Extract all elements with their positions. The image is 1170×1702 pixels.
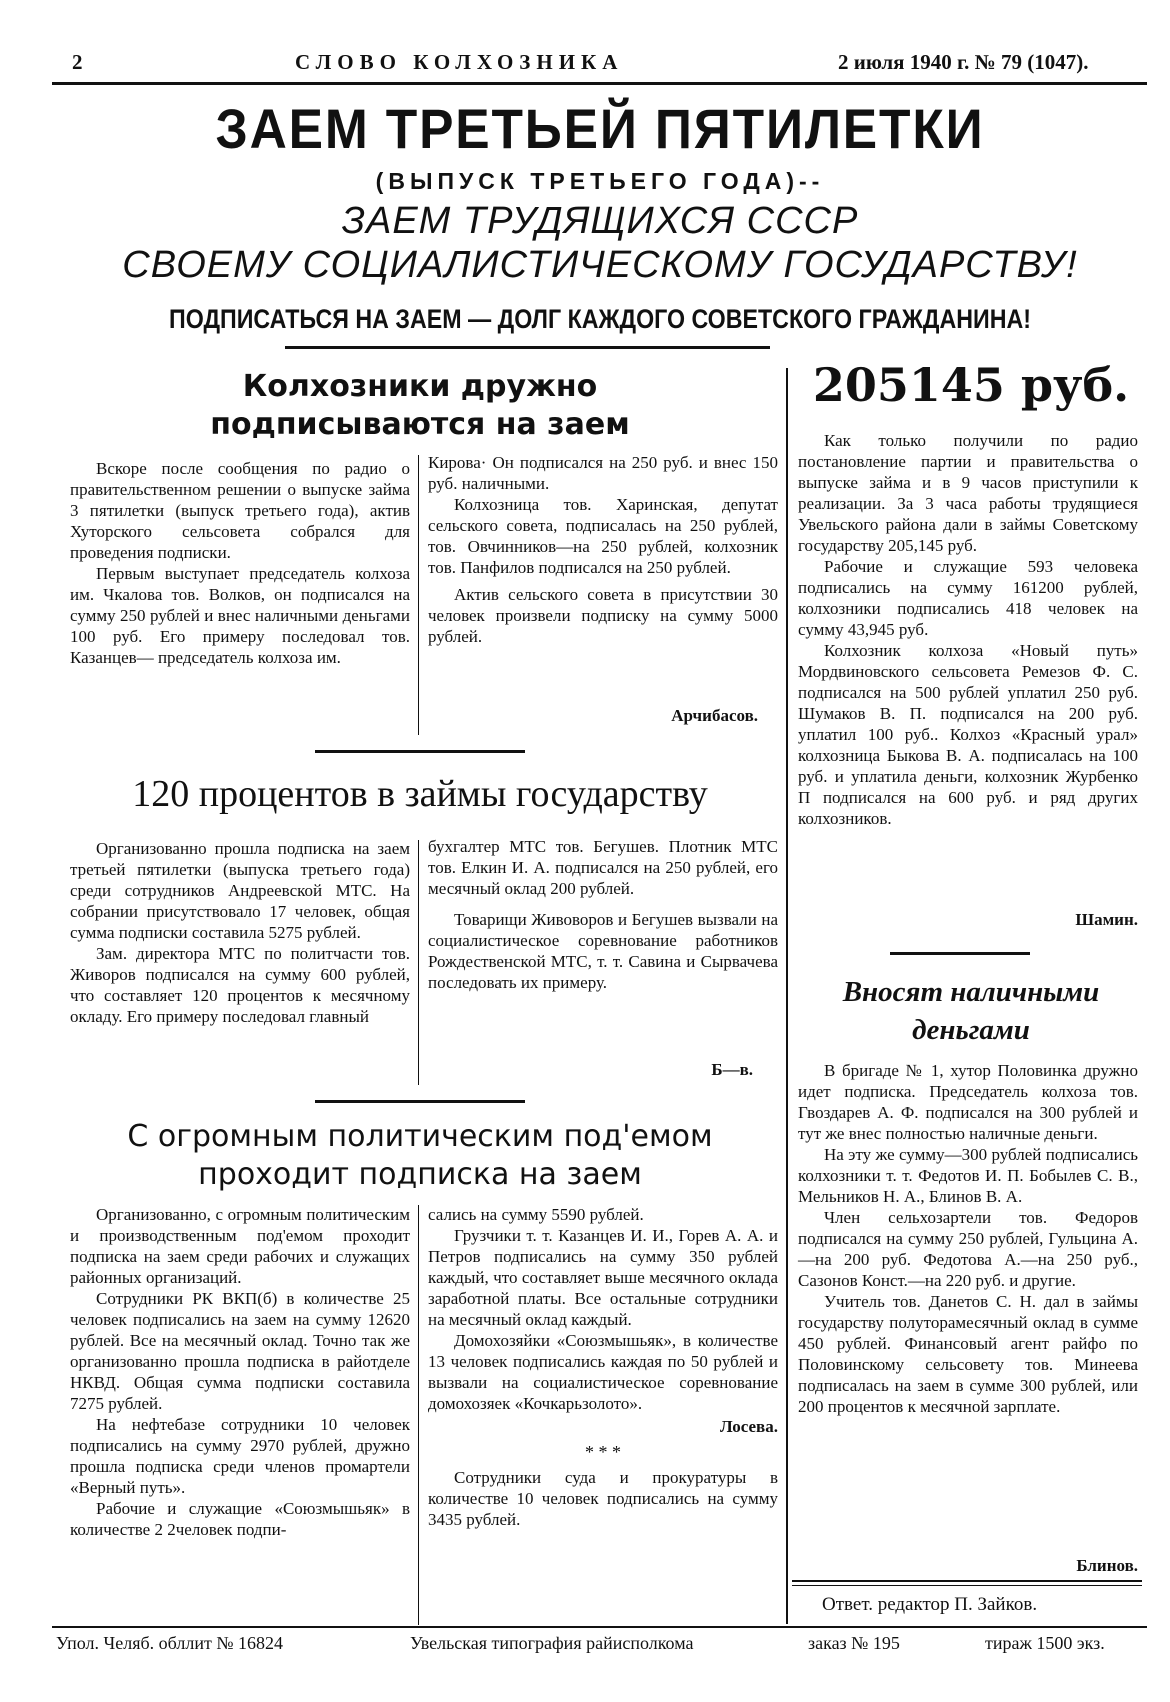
article3-col1-para: Сотрудники РК ВКП(б) в количестве 25 человек подписались на заем на сумму 12620 рублей. Все на месячный оклад. Точно так же организованно прошла подписка в райотделе НКВД. Общая сумма подписки составила 7275 рублей. xyxy=(70,1289,410,1413)
article5-para: Учитель тов. Данетов С. Н. дал в займы государству полуторамесячный оклад в сумме 450 рублей. Финансовый агент райфо по Половинскому сельсовету тов. Минеева подписалась на заем в сумме 300 рублей, или 200 процентов к месячной зарплате. xyxy=(798,1292,1138,1416)
article2-signature: Б—в. xyxy=(711,1060,753,1079)
newspaper-name: СЛОВО КОЛХОЗНИКА xyxy=(295,50,624,74)
footer-printer: Увельская типография райисполкома xyxy=(410,1633,694,1653)
article2-col1 xyxy=(70,838,410,1027)
article5-body xyxy=(798,1060,1138,1417)
article5-para: Член сельхозартели тов. Федоров подписался на сумму 250 рублей, Гульцина А.—на 200 руб. Федотова А.—на 250 руб., Сазонов Конст.—на 220 руб. и другие. xyxy=(798,1208,1138,1290)
article1-col1-para: Вскоре после сообщения по радио о правительственном решении о выпуске займа 3 пятилетки (выпуск третьего года), актив Хуторского сельсовета собрался для проведения подписки. xyxy=(70,459,410,562)
article4-para: Колхозник колхоза «Новый путь» Мордвиновского сельсовета Ремезов Ф. С. подписался на 500 рублей уплатил 250 руб. Шумаков В. П. подписался на 200 руб. уплатил 100 руб.. Колхоз «Красный урал» колхозница Быкова В. А. подписалась на 100 руб. и уплатила деньги, колхозник Журбенко П подписался на 600 руб. и ряд других колхозников. xyxy=(798,641,1138,828)
article2-col1-para: Организованно прошла подписка на заем третьей пятилетки (выпуска третьего года) среди сотрудников Андреевской МТС. На собрании присутствовало 17 человек, общая сумма подписки составила 5275 рублей. xyxy=(70,839,410,942)
article1-col2 xyxy=(428,452,778,647)
article1-rule xyxy=(315,750,525,753)
editor-credit: Ответ. редактор П. Зайков. xyxy=(822,1594,1038,1615)
article2-col1-para: Зам. директора МТС по политчасти тов. Живоров подписался на сумму 600 рублей, что составляет 120 процентов к месячному окладу. Его примеру последовал главный xyxy=(70,944,410,1026)
article5-para: В бригаде № 1, хутор Половинка дружно идет подписка. Председатель колхоза тов. Гвоздарев А. Ф. подписался на 300 рублей и тут же внес полностью наличные деньги. xyxy=(798,1061,1138,1143)
article3-col1-para: На нефтебазе сотрудники 10 человек подписались на сумму 2970 рублей, дружно прошла подписка среди членов промартели «Верный путь». xyxy=(70,1415,410,1497)
article2-col2 xyxy=(428,836,778,993)
article3-title-line2: проходит подписка на заем xyxy=(198,1157,642,1192)
column-divider-main xyxy=(786,368,788,1624)
article5-para: На эту же сумму—300 рублей подписались колхозники т. т. Федотов И. П. Бобылев С. В., Мельников Н. А., Блинов В. А. xyxy=(798,1145,1138,1206)
article1-signature: Арчибасов. xyxy=(671,706,758,725)
article4-body xyxy=(798,430,1138,829)
page-number: 2 xyxy=(72,50,83,74)
article3-col1 xyxy=(70,1204,410,1540)
masthead-slogan-1: ЗАЕМ ТРУДЯЩИХСЯ СССР xyxy=(341,200,859,242)
article4-para: Рабочие и служащие 593 человека подписались на сумму 161200 рублей, колхозники подписались 418 человек на сумму 43,945 руб. xyxy=(798,557,1138,639)
article1-col2-para: Кирова· Он подписался на 250 руб. и внес 150 руб. наличными. xyxy=(428,453,778,493)
masthead-title: ЗАЕМ ТРЕТЬЕЙ ПЯТИЛЕТКИ xyxy=(215,97,985,160)
article4-title: 205145 руб. xyxy=(812,358,1130,412)
masthead-slogan-3: ПОДПИСАТЬСЯ НА ЗАЕМ — ДОЛГ КАЖДОГО СОВЕТСКОГО ГРАЖДАНИНА! xyxy=(169,304,1031,334)
article4-signature: Шамин. xyxy=(1075,910,1138,929)
article1-title-line2: подписываются на заем xyxy=(210,407,630,442)
masthead-slogan-2: СВОЕМУ СОЦИАЛИСТИЧЕСКОМУ ГОСУДАРСТВУ! xyxy=(122,244,1078,286)
article1-col1 xyxy=(70,458,410,668)
footer-circulation: тираж 1500 экз. xyxy=(985,1633,1105,1653)
article5-signature: Блинов. xyxy=(1076,1556,1138,1575)
article3-title-line1: С огромным политическим под'емом xyxy=(127,1119,713,1154)
article3-col2-para: Домохозяйки «Союзмышьяк», в количестве 13 человек подписались каждая по 50 рублей и вызвали на социалистическое соревнование домохозяек «Кочкарьзолото». xyxy=(428,1331,778,1413)
article2-col2-para: бухгалтер МТС тов. Бегушев. Плотник МТС тов. Елкин И. А. подписался на 250 рублей, его месячный оклад 200 рублей. xyxy=(428,837,778,898)
editor-rule-top xyxy=(792,1580,1142,1582)
article3-col1-para: Рабочие и служащие «Союзмышьяк» в количестве 2 2человек подпи- xyxy=(70,1499,410,1539)
article3-divider xyxy=(418,1205,419,1625)
footer-order: заказ № 195 xyxy=(808,1633,900,1653)
article2-rule xyxy=(315,1100,525,1103)
footer-rule xyxy=(52,1626,1147,1628)
article4-para: Как только получили по радио постановление партии и правительства о выпуске займа и в 9 часов приступили к реализации. За 3 часа работы трудящиеся Увельского района дали в займы Советскому государству 205,145 руб. xyxy=(798,431,1138,555)
masthead-subtitle: (ВЫПУСК ТРЕТЬЕГО ГОДА)-- xyxy=(375,168,825,194)
article5-title-line2: деньгами xyxy=(912,1014,1030,1046)
article3-col2 xyxy=(428,1204,778,1530)
article3-signature: Лосева. xyxy=(720,1417,778,1436)
article3-col2-para: Сотрудники суда и прокуратуры в количестве 10 человек подписались на сумму 3435 рублей. xyxy=(428,1468,778,1529)
article3-col1-para: Организованно, с огромным политическим и производственным под'емом проходит подписка на заем среди рабочих и служащих районных организаций. xyxy=(70,1205,410,1287)
editor-rule-top-thin xyxy=(792,1585,1142,1586)
article5-title-line1: Вносят наличными xyxy=(842,976,1100,1008)
issue-date: 2 июля 1940 г. № 79 (1047). xyxy=(838,50,1089,74)
footer-censor: Упол. Челяб. обллит № 16824 xyxy=(56,1633,283,1653)
article3-col2-para: Грузчики т. т. Казанцев И. И., Горев А. А. и Петров подписались на сумму 350 рублей каждый, что составляет выше месячного оклада заработной платы. Все остальные сотрудники на месячный оклад каждый. xyxy=(428,1226,778,1329)
article4-rule xyxy=(890,952,1030,955)
article2-divider xyxy=(418,840,419,1085)
header-rule xyxy=(52,82,1147,85)
article3-asterisks: * * * xyxy=(585,1442,621,1462)
article2-title: 120 процентов в займы государству xyxy=(132,773,708,815)
masthead-rule xyxy=(285,346,770,349)
article3-col2-para: сались на сумму 5590 рублей. xyxy=(428,1205,644,1224)
article1-col1-para: Первым выступает председатель колхоза им. Чкалова тов. Волков, он подписался на сумму 250 рублей и внес наличными деньгами 100 руб. Его примеру последовал тов. Казанцев— председатель колхоза им. xyxy=(70,564,410,667)
article1-divider xyxy=(418,455,419,735)
article1-col2-para: Актив сельского совета в присутствии 30 человек произвели подписку на сумму 5000 рублей. xyxy=(428,585,778,646)
article2-col2-para: Товарищи Живоворов и Бегушев вызвали на социалистическое соревнование работников Рождественской МТС, т. т. Савина и Сырвачева последовать их примеру. xyxy=(428,910,778,992)
article1-col2-para: Колхозница тов. Харинская, депутат сельского совета, подписалась на 250 рублей, тов. Овчинников—на 250 рублей, колхозник тов. Панфилов подписался на 250 рублей. xyxy=(428,495,778,577)
article1-title-line1: Колхозники дружно xyxy=(242,369,598,404)
